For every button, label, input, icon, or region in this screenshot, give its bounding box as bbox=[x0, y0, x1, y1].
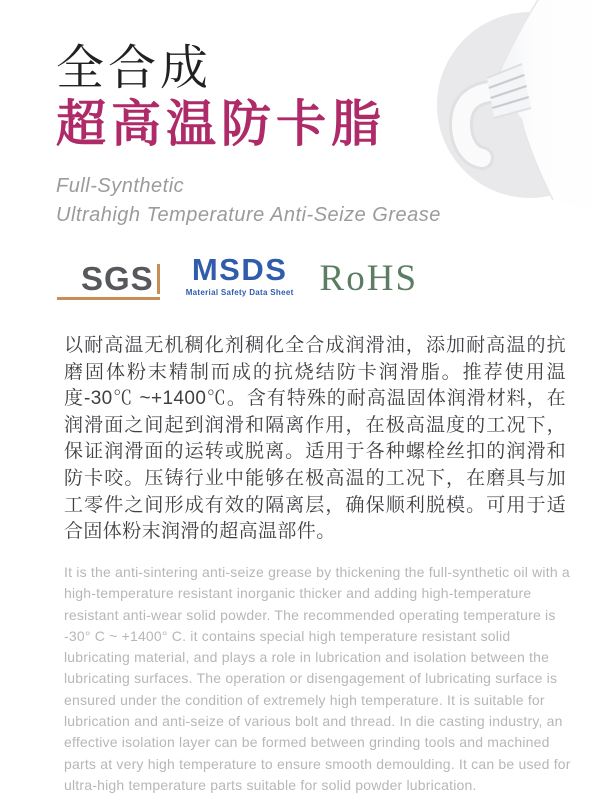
product-photo bbox=[437, 0, 600, 212]
subtitle-line2: Ultrahigh Temperature Anti-Seize Grease bbox=[56, 204, 441, 226]
header-block bbox=[56, 42, 441, 230]
msds-logo-text: MSDS bbox=[191, 252, 288, 287]
msds-logo bbox=[186, 254, 294, 300]
product-title-cn-line1: 全合成 bbox=[56, 42, 213, 95]
subtitle-line1: Full-Synthetic bbox=[56, 175, 185, 197]
rohs-logo: RoHS bbox=[319, 258, 419, 299]
product-subtitle-en bbox=[56, 172, 441, 230]
sgs-logo bbox=[57, 260, 160, 300]
description-chinese: 以耐高温无机稠化剂稠化全合成润滑油，添加耐高温的抗磨固体粉末精制而成的抗烧结防卡润滑脂。推荐使用温度-30℃ ~+1400℃。含有特殊的耐高温固体润滑材料，在润滑面之间起到润滑和隔离作用，在极高温度的工况下，保证润滑面的运转或脱离。适用于各种螺栓丝扣的润滑和防卡咬。压铸行业中能够在极高温的工况下，在磨具与加工零件之间形成有效的隔离层，确保顺利脱模。可用于适合固体粉末润滑的超高温部件。 bbox=[64, 335, 566, 543]
description-english: It is the anti-sintering anti-seize grease by thickening the full-synthetic oil with a high-temperature resistant inorganic thicker and adding high-temperature resistant anti-wear solid powder. The recommended operating temperature is -30° C ~ +1400° C. it contains special high temperature resistant solid lubricating material, and plays a role in lubrication and isolation between the lubricating surfaces. The operation or disengagement of lubricating surface is ensured under the condition of extremely high temperature. It is suitable for lubrication and anti-seize of various bolt and thread. In die casting industry, an effective isolation layer can be formed between grinding tools and machined parts at very high temperature to ensure smooth demoulding. It can be used for ultra-high temperature parts suitable for solid powder lubrication. bbox=[64, 564, 571, 793]
sgs-logo-text: SGS bbox=[81, 264, 160, 294]
msds-logo-caption: Material Safety Data Sheet bbox=[185, 288, 294, 297]
product-title-cn-line2: 超高温防卡脂 bbox=[56, 96, 386, 152]
certification-bar bbox=[57, 254, 418, 300]
